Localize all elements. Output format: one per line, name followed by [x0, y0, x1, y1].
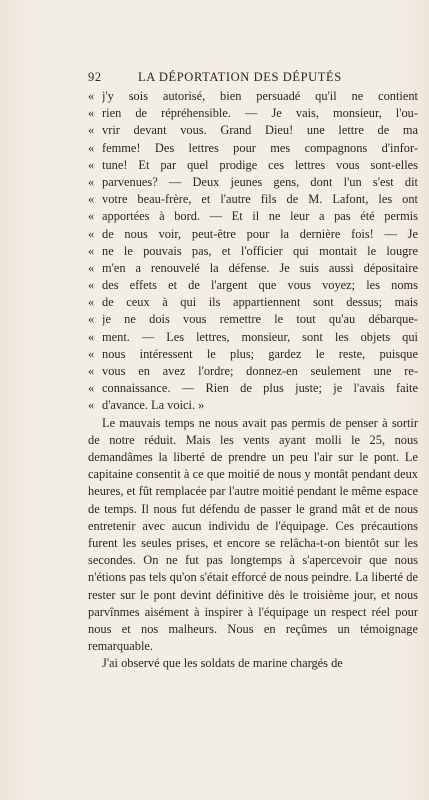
quote-line-text: ment. — Les lettres, monsieur, sont les objets qui: [102, 329, 418, 344]
quote-line-text: nous intéressent le plus; gardez le reste, puisque: [102, 346, 418, 361]
quote-line-text: vrir devant vous. Grand Dieu! une lettre de ma: [102, 123, 418, 138]
guillemet-mark: «: [88, 278, 95, 293]
guillemet-mark: «: [88, 243, 95, 258]
quote-line: [88, 226, 418, 243]
quote-line: [88, 105, 418, 122]
guillemet-mark: «: [88, 260, 95, 275]
quote-line-text: ne le pouvais pas, et l'officier qui montait le lougre: [102, 243, 418, 258]
quote-line-text: connaissance. — Rien de plus juste; je l'avais faite: [102, 381, 418, 396]
guillemet-mark: «: [88, 295, 95, 310]
paragraph: J'ai observé que les soldats de marine chargés de: [102, 656, 343, 671]
quote-line: [88, 397, 418, 414]
guillemet-mark: «: [88, 226, 95, 241]
quote-line: [88, 380, 418, 397]
quote-line-text: tune! Et par quel prodige ces lettres vous sont-elles: [102, 157, 418, 172]
quote-line-text: d'avance. La voici. »: [102, 398, 205, 413]
guillemet-mark: «: [88, 89, 95, 103]
quote-line: [88, 140, 418, 157]
guillemet-mark: «: [88, 346, 95, 361]
guillemet-mark: «: [88, 364, 95, 378]
guillemet-mark: «: [88, 157, 95, 172]
quote-line: [88, 260, 418, 277]
paragraph: Le mauvais temps ne nous avait pas permis de penser à sortir de notre réduit. Mais les vents ayant molli le 25, nous demandâmes la liberté de prendre un peu l'air sur le pont. Le capitaine consentit à ce que moitié de nous y montât pendant deux heures, et fût remplacée par l'autre moitié pendant le même espace de temps. Il nous fut défendu de passer le grand mât et de nous entretenir avec aucun individu de l'équipage. Ces précautions furent les seules prises, et encore se relâcha-t-on bientôt sur les secondes. On ne fut pas longtemps à s'apercevoir que nous n'étions pas tels qu'on s'était efforcé de nous peindre. La liberté de rester sur le pont devint définitive dès le troisième jour, et nous parvînmes aisément à inspirer à l'équipage un respect réel pour nous et nos malheurs. Nous en reçûmes un témoignage remarquable.: [88, 415, 418, 654]
quote-line: [88, 294, 418, 311]
guillemet-mark: «: [88, 312, 95, 327]
quote-line: [88, 311, 418, 328]
guillemet-mark: «: [88, 381, 95, 396]
quote-line-text: de nous voir, peut-être pour la dernière fois! — Je: [102, 226, 418, 241]
quote-line: [88, 243, 418, 260]
quote-line-text: femme! Des lettres pour mes compagnons d'infor-: [102, 140, 418, 155]
quote-line-text: j'y sois autorisé, bien persuadé qu'il ne contient: [102, 89, 418, 103]
guillemet-mark: «: [88, 123, 95, 138]
guillemet-mark: «: [88, 192, 95, 207]
guillemet-mark: «: [88, 140, 95, 155]
guillemet-mark: «: [88, 209, 95, 224]
page-header: [88, 70, 408, 86]
quote-line-text: m'en a renouvelé la défense. Je suis aussi dépositaire: [102, 260, 418, 275]
quote-line: [88, 88, 418, 105]
quote-line: [88, 277, 418, 294]
quote-line: [88, 363, 418, 380]
running-title: LA DÉPORTATION DES DÉPUTÉS: [138, 70, 342, 84]
quote-line: [88, 174, 418, 191]
quote-line-text: votre beau-frère, et l'autre fils de M. Lafont, les ont: [102, 192, 418, 207]
quote-line-text: de ceux à qui ils appartiennent sont dessus; mais: [102, 295, 418, 310]
quote-line-text: des effets et de l'argent que vous voyez; les noms: [102, 278, 418, 293]
guillemet-mark: «: [88, 174, 95, 189]
guillemet-mark: «: [88, 398, 95, 413]
guillemet-mark: «: [88, 106, 95, 121]
quote-line: [88, 122, 418, 139]
quote-line-text: rien de répréhensible. — Je vais, monsieur, l'ou-: [102, 106, 418, 121]
quote-line: [88, 346, 418, 363]
quoted-dialogue: [88, 88, 418, 415]
quote-line-text: apportées à bord. — Et il ne leur a pas été permis: [102, 209, 418, 224]
quote-line: [88, 191, 418, 208]
quote-line-text: je ne dois vous remettre le tout qu'au débarque-: [102, 312, 418, 327]
quote-line: [88, 157, 418, 174]
quote-line-text: parvenues? — Deux jeunes gens, dont l'un s'est dit: [102, 174, 418, 189]
page-number: 92: [88, 70, 102, 84]
quote-line-text: vous en avez l'ordre; donnez-en seulement une re-: [102, 364, 418, 378]
quote-line: [88, 208, 418, 225]
guillemet-mark: «: [88, 329, 95, 344]
quote-line: [88, 329, 418, 346]
page-body: [88, 88, 418, 673]
